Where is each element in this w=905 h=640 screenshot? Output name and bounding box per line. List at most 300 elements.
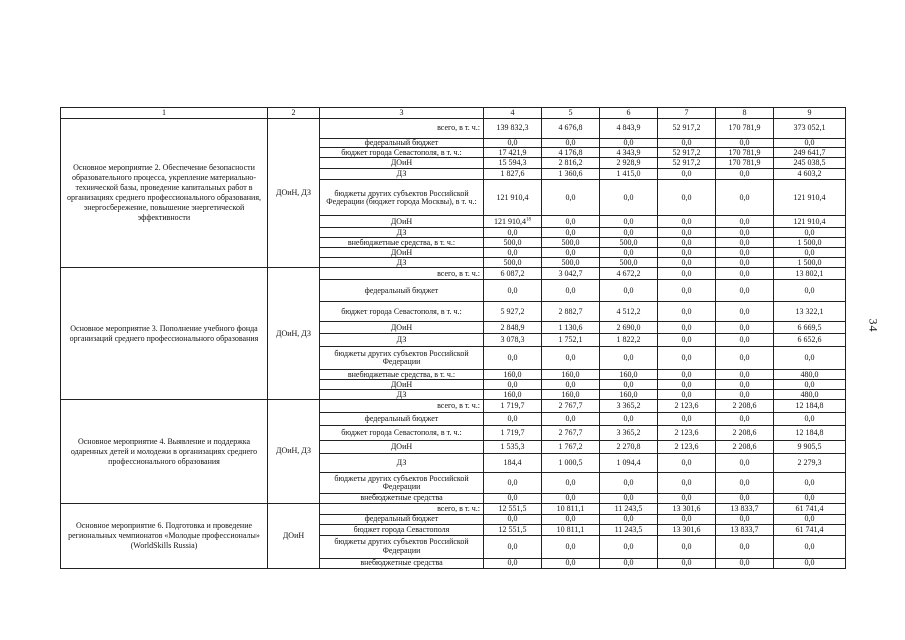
amount-value: 0,0 bbox=[681, 458, 692, 468]
amount-cell bbox=[542, 400, 600, 413]
funding-source-cell: ДЗ bbox=[320, 258, 484, 268]
amount-cell bbox=[774, 454, 846, 473]
amount-value: 160,0 bbox=[619, 389, 638, 399]
amount-value: 13 301,6 bbox=[672, 524, 701, 534]
amount-cell bbox=[716, 514, 774, 524]
amount-cell bbox=[658, 268, 716, 280]
amount-cell bbox=[774, 228, 846, 238]
amount-value: 0,0 bbox=[681, 247, 692, 257]
amount-cell bbox=[716, 228, 774, 238]
amount-value: 249 641,7 bbox=[793, 147, 826, 157]
amount-cell bbox=[600, 347, 658, 370]
amount-value: 0,0 bbox=[739, 558, 750, 568]
amount-cell bbox=[484, 390, 542, 400]
amount-cell bbox=[716, 503, 774, 514]
table-row bbox=[61, 119, 846, 139]
amount-value: 0,0 bbox=[565, 138, 576, 147]
executor-cell: ДОиН, ДЗ bbox=[268, 119, 320, 268]
funding-table bbox=[60, 107, 846, 569]
funding-source-cell: федеральный бюджет bbox=[320, 280, 484, 302]
amount-cell bbox=[774, 514, 846, 524]
amount-cell bbox=[774, 380, 846, 390]
amount-value: 0,0 bbox=[681, 478, 692, 488]
amount-cell bbox=[658, 370, 716, 380]
amount-cell bbox=[774, 158, 846, 169]
amount-cell bbox=[774, 558, 846, 568]
amount-cell bbox=[542, 441, 600, 454]
executor-cell: ДОиН bbox=[268, 503, 320, 568]
amount-value: 0,0 bbox=[804, 353, 815, 363]
amount-cell bbox=[542, 238, 600, 248]
amount-cell bbox=[658, 280, 716, 302]
amount-cell bbox=[484, 322, 542, 334]
amount-value: 13 322,1 bbox=[795, 306, 824, 316]
amount-value: 3 365,2 bbox=[616, 401, 641, 411]
amount-cell bbox=[774, 390, 846, 400]
amount-value: 0,0 bbox=[623, 478, 634, 488]
amount-cell bbox=[542, 334, 600, 347]
amount-cell bbox=[484, 347, 542, 370]
amount-value: 52 917,2 bbox=[672, 158, 701, 168]
amount-cell bbox=[484, 119, 542, 139]
amount-cell bbox=[658, 413, 716, 426]
amount-cell bbox=[716, 535, 774, 558]
amount-cell bbox=[716, 258, 774, 268]
amount-cell bbox=[600, 524, 658, 535]
amount-cell bbox=[774, 268, 846, 280]
amount-cell bbox=[600, 413, 658, 426]
amount-cell bbox=[600, 302, 658, 322]
amount-value: 0,0 bbox=[565, 558, 576, 568]
amount-value: 160,0 bbox=[503, 369, 522, 379]
amount-cell bbox=[774, 535, 846, 558]
amount-value: 0,0 bbox=[565, 541, 576, 551]
funding-source-cell: ДОиН bbox=[320, 380, 484, 390]
amount-cell bbox=[542, 454, 600, 473]
amount-cell bbox=[484, 280, 542, 302]
amount-cell bbox=[484, 413, 542, 426]
amount-value: 10 811,1 bbox=[556, 503, 585, 513]
amount-cell bbox=[542, 322, 600, 334]
amount-cell bbox=[542, 514, 600, 524]
amount-value: 0,0 bbox=[681, 369, 692, 379]
amount-value: 0,0 bbox=[681, 514, 692, 524]
amount-cell bbox=[658, 302, 716, 322]
amount-cell bbox=[774, 494, 846, 503]
amount-cell bbox=[774, 524, 846, 535]
amount-value: 2 208,6 bbox=[732, 442, 757, 452]
amount-value: 2 816,2 bbox=[558, 158, 583, 168]
amount-cell bbox=[484, 441, 542, 454]
amount-cell bbox=[774, 503, 846, 514]
amount-cell bbox=[542, 169, 600, 180]
amount-value: 0,0 bbox=[507, 353, 518, 363]
amount-cell bbox=[774, 280, 846, 302]
amount-value: 160,0 bbox=[561, 369, 580, 379]
amount-value: 0,0 bbox=[681, 335, 692, 345]
amount-cell bbox=[774, 216, 846, 228]
amount-cell bbox=[600, 390, 658, 400]
amount-value: 0,0 bbox=[507, 247, 518, 257]
amount-value: 9 905,5 bbox=[797, 442, 822, 452]
event-name-cell: Основное мероприятие 3. Пополнение учебного фонда организаций среднего профессионального образования bbox=[61, 268, 268, 400]
amount-value: 0,0 bbox=[739, 169, 750, 179]
amount-cell bbox=[542, 347, 600, 370]
amount-cell bbox=[542, 558, 600, 568]
amount-cell bbox=[600, 370, 658, 380]
amount-cell bbox=[658, 119, 716, 139]
amount-value: 2 848,9 bbox=[500, 322, 525, 332]
footnote-marker: 18 bbox=[526, 217, 531, 223]
amount-value: 1 415,0 bbox=[616, 169, 641, 179]
amount-cell bbox=[484, 558, 542, 568]
amount-value: 0,0 bbox=[739, 306, 750, 316]
amount-value: 12 551,5 bbox=[498, 524, 527, 534]
amount-cell bbox=[658, 503, 716, 514]
amount-value: 2 882,7 bbox=[558, 306, 583, 316]
amount-value: 6 669,5 bbox=[797, 322, 822, 332]
amount-value: 4 603,2 bbox=[797, 169, 822, 179]
amount-cell bbox=[600, 158, 658, 169]
amount-cell bbox=[774, 441, 846, 454]
amount-value: 0,0 bbox=[565, 414, 576, 424]
event-name-cell: Основное мероприятие 6. Подготовка и проведение региональных чемпионатов «Молодые профессионалы» (WorldSkills Russia) bbox=[61, 503, 268, 568]
amount-cell bbox=[658, 334, 716, 347]
amount-cell bbox=[484, 426, 542, 441]
amount-cell bbox=[484, 169, 542, 180]
amount-cell bbox=[658, 473, 716, 494]
funding-source-cell: бюджет города Севастополя, в т. ч.: bbox=[320, 302, 484, 322]
amount-value: 1 500,0 bbox=[797, 257, 822, 267]
amount-cell bbox=[716, 248, 774, 258]
amount-value: 2 690,0 bbox=[616, 322, 641, 332]
amount-value: 4 512,2 bbox=[616, 306, 641, 316]
amount-value: 61 741,4 bbox=[795, 503, 824, 513]
amount-cell bbox=[600, 228, 658, 238]
amount-cell bbox=[484, 180, 542, 216]
amount-cell bbox=[774, 473, 846, 494]
amount-value: 0,0 bbox=[565, 353, 576, 363]
funding-source-cell: бюджет города Севастополя, в т. ч.: bbox=[320, 426, 484, 441]
col-header-7: 7 bbox=[658, 108, 716, 119]
amount-value: 1 752,1 bbox=[558, 335, 583, 345]
amount-value: 0,0 bbox=[565, 192, 576, 202]
amount-value: 0,0 bbox=[681, 414, 692, 424]
amount-value: 2 208,6 bbox=[732, 401, 757, 411]
amount-cell bbox=[600, 322, 658, 334]
amount-value: 0,0 bbox=[681, 322, 692, 332]
amount-cell bbox=[716, 380, 774, 390]
amount-value: 13 833,7 bbox=[730, 524, 759, 534]
amount-value: 500,0 bbox=[619, 257, 638, 267]
funding-source-cell: внебюджетные средства, в т. ч.: bbox=[320, 238, 484, 248]
amount-cell bbox=[658, 558, 716, 568]
amount-value: 13 301,6 bbox=[672, 503, 701, 513]
amount-value: 0,0 bbox=[681, 192, 692, 202]
amount-value: 0,0 bbox=[565, 379, 576, 389]
amount-cell bbox=[658, 535, 716, 558]
amount-value: 61 741,4 bbox=[795, 524, 824, 534]
amount-cell bbox=[774, 139, 846, 148]
amount-value: 0,0 bbox=[739, 257, 750, 267]
funding-source-cell: бюджеты других субъектов Российской Федерации bbox=[320, 535, 484, 558]
amount-value: 0,0 bbox=[681, 379, 692, 389]
funding-source-cell: ДЗ bbox=[320, 169, 484, 180]
amount-value: 139 832,3 bbox=[496, 123, 529, 133]
col-header-9: 9 bbox=[774, 108, 846, 119]
amount-value: 2 270,8 bbox=[616, 442, 641, 452]
amount-value: 0,0 bbox=[681, 493, 692, 503]
amount-cell bbox=[716, 370, 774, 380]
amount-cell bbox=[542, 158, 600, 169]
amount-value: 0,0 bbox=[739, 322, 750, 332]
funding-source-cell: федеральный бюджет bbox=[320, 139, 484, 148]
amount-value: 0,0 bbox=[623, 558, 634, 568]
amount-value: 0,0 bbox=[623, 514, 634, 524]
amount-cell bbox=[484, 400, 542, 413]
amount-value: 0,0 bbox=[804, 379, 815, 389]
amount-value: 1 822,2 bbox=[616, 335, 641, 345]
amount-value: 4 176,8 bbox=[558, 147, 583, 157]
amount-value: 12 184,8 bbox=[795, 428, 824, 438]
amount-cell bbox=[600, 514, 658, 524]
amount-cell bbox=[542, 390, 600, 400]
amount-cell bbox=[774, 400, 846, 413]
amount-cell bbox=[542, 426, 600, 441]
amount-value: 2 123,6 bbox=[674, 428, 699, 438]
amount-value: 121 910,4 bbox=[494, 216, 526, 226]
amount-cell bbox=[774, 302, 846, 322]
funding-source-cell: ДЗ bbox=[320, 228, 484, 238]
amount-cell bbox=[716, 158, 774, 169]
amount-cell bbox=[716, 148, 774, 158]
col-header-8: 8 bbox=[716, 108, 774, 119]
amount-cell bbox=[716, 413, 774, 426]
amount-value: 4 676,8 bbox=[558, 123, 583, 133]
amount-cell bbox=[600, 400, 658, 413]
amount-value: 0,0 bbox=[507, 227, 518, 237]
amount-value: 0,0 bbox=[681, 227, 692, 237]
amount-value: 373 052,1 bbox=[793, 123, 826, 133]
amount-value: 11 243,5 bbox=[614, 503, 643, 513]
amount-cell bbox=[658, 347, 716, 370]
amount-cell bbox=[600, 473, 658, 494]
amount-cell bbox=[716, 390, 774, 400]
amount-cell bbox=[542, 302, 600, 322]
amount-value: 0,0 bbox=[623, 353, 634, 363]
amount-cell bbox=[658, 180, 716, 216]
amount-cell bbox=[542, 148, 600, 158]
amount-value: 0,0 bbox=[681, 306, 692, 316]
amount-value: 0,0 bbox=[507, 379, 518, 389]
amount-cell bbox=[542, 280, 600, 302]
amount-cell bbox=[716, 494, 774, 503]
amount-cell bbox=[484, 158, 542, 169]
amount-value: 0,0 bbox=[739, 369, 750, 379]
amount-value: 52 917,2 bbox=[672, 147, 701, 157]
amount-value: 0,0 bbox=[507, 493, 518, 503]
amount-cell bbox=[774, 370, 846, 380]
amount-cell bbox=[600, 268, 658, 280]
amount-value: 0,0 bbox=[739, 247, 750, 257]
amount-value: 0,0 bbox=[565, 285, 576, 295]
amount-cell bbox=[600, 238, 658, 248]
amount-cell bbox=[716, 347, 774, 370]
amount-cell bbox=[658, 148, 716, 158]
amount-value: 3 365,2 bbox=[616, 428, 641, 438]
amount-value: 0,0 bbox=[739, 227, 750, 237]
funding-source-cell: ДОиН bbox=[320, 441, 484, 454]
amount-value: 0,0 bbox=[623, 493, 634, 503]
amount-value: 13 802,1 bbox=[795, 268, 824, 278]
funding-source-cell: ДОиН bbox=[320, 216, 484, 228]
amount-value: 0,0 bbox=[681, 285, 692, 295]
amount-cell bbox=[658, 426, 716, 441]
funding-source-cell: всего, в т. ч.: bbox=[320, 400, 484, 413]
amount-cell bbox=[542, 228, 600, 238]
amount-value: 0,0 bbox=[681, 237, 692, 247]
amount-cell bbox=[484, 148, 542, 158]
amount-value: 6 087,2 bbox=[500, 268, 525, 278]
funding-source-cell: внебюджетные средства bbox=[320, 558, 484, 568]
amount-cell bbox=[484, 248, 542, 258]
amount-value: 0,0 bbox=[804, 138, 815, 147]
amount-value: 0,0 bbox=[507, 558, 518, 568]
amount-value: 245 038,5 bbox=[793, 158, 826, 168]
amount-cell bbox=[658, 228, 716, 238]
amount-value: 160,0 bbox=[561, 389, 580, 399]
table-row bbox=[61, 268, 846, 280]
amount-cell bbox=[600, 139, 658, 148]
amount-value: 11 243,5 bbox=[614, 524, 643, 534]
amount-value: 6 652,6 bbox=[797, 335, 822, 345]
amount-value: 0,0 bbox=[565, 493, 576, 503]
executor-cell: ДОиН, ДЗ bbox=[268, 268, 320, 400]
amount-cell bbox=[716, 322, 774, 334]
amount-cell bbox=[658, 248, 716, 258]
amount-value: 0,0 bbox=[623, 138, 634, 147]
funding-source-cell: бюджеты других субъектов Российской Федерации (бюджет города Москвы), в т. ч.: bbox=[320, 180, 484, 216]
amount-cell bbox=[542, 535, 600, 558]
amount-value: 0,0 bbox=[565, 247, 576, 257]
event-name-cell: Основное мероприятие 4. Выявление и поддержка одаренных детей и молодежи в организациях среднего профессионального образования bbox=[61, 400, 268, 503]
amount-value: 10 811,1 bbox=[556, 524, 585, 534]
amount-value: 121 910,4 bbox=[793, 192, 826, 202]
amount-value: 12 184,8 bbox=[795, 401, 824, 411]
event-name-cell: Основное мероприятие 2. Обеспечение безопасности образовательного процесса, укрепление материально-технической базы, проведение капитальных работ в организациях среднего профессионального образования, энергосбережение, повышение энергетической эффективности bbox=[61, 119, 268, 268]
amount-cell bbox=[484, 494, 542, 503]
amount-cell bbox=[600, 380, 658, 390]
amount-value: 3 078,3 bbox=[500, 335, 525, 345]
amount-cell bbox=[600, 280, 658, 302]
amount-cell bbox=[542, 370, 600, 380]
amount-value: 2 767,7 bbox=[558, 428, 583, 438]
amount-value: 0,0 bbox=[623, 414, 634, 424]
funding-source-cell: бюджет города Севастополя bbox=[320, 524, 484, 535]
amount-value: 2 123,6 bbox=[674, 442, 699, 452]
amount-value: 1 827,6 bbox=[500, 169, 525, 179]
amount-cell bbox=[484, 302, 542, 322]
amount-cell bbox=[600, 558, 658, 568]
amount-value: 4 672,2 bbox=[616, 268, 641, 278]
amount-value: 0,0 bbox=[681, 257, 692, 267]
amount-value: 13 833,7 bbox=[730, 503, 759, 513]
amount-cell bbox=[484, 473, 542, 494]
amount-value: 0,0 bbox=[804, 558, 815, 568]
amount-value: 0,0 bbox=[804, 541, 815, 551]
amount-cell bbox=[484, 258, 542, 268]
amount-cell bbox=[542, 413, 600, 426]
table-row bbox=[61, 503, 846, 514]
amount-cell bbox=[716, 280, 774, 302]
amount-cell bbox=[774, 180, 846, 216]
amount-value: 0,0 bbox=[623, 216, 634, 226]
amount-cell bbox=[716, 454, 774, 473]
amount-value: 2 123,6 bbox=[674, 401, 699, 411]
amount-cell bbox=[484, 268, 542, 280]
funding-source-cell: ДОиН bbox=[320, 158, 484, 169]
amount-cell bbox=[716, 119, 774, 139]
amount-cell bbox=[716, 216, 774, 228]
funding-source-cell: ДОиН bbox=[320, 248, 484, 258]
amount-cell bbox=[716, 334, 774, 347]
amount-cell bbox=[600, 169, 658, 180]
amount-value: 0,0 bbox=[507, 138, 518, 147]
amount-value: 0,0 bbox=[739, 268, 750, 278]
amount-value: 0,0 bbox=[681, 138, 692, 147]
amount-cell bbox=[658, 139, 716, 148]
amount-value: 17 421,9 bbox=[498, 147, 527, 157]
amount-value: 5 927,2 bbox=[500, 306, 525, 316]
amount-value: 184,4 bbox=[503, 458, 522, 468]
amount-cell bbox=[600, 180, 658, 216]
amount-cell bbox=[600, 494, 658, 503]
amount-value: 4 343,9 bbox=[616, 147, 641, 157]
amount-value: 0,0 bbox=[681, 558, 692, 568]
amount-value: 0,0 bbox=[804, 493, 815, 503]
amount-cell bbox=[716, 558, 774, 568]
col-header-3: 3 bbox=[320, 108, 484, 119]
amount-value: 0,0 bbox=[804, 227, 815, 237]
funding-source-cell: ДЗ bbox=[320, 454, 484, 473]
amount-value: 0,0 bbox=[739, 237, 750, 247]
amount-cell bbox=[658, 441, 716, 454]
amount-cell bbox=[600, 426, 658, 441]
amount-cell bbox=[658, 158, 716, 169]
amount-cell bbox=[542, 139, 600, 148]
amount-value: 1 767,2 bbox=[558, 442, 583, 452]
funding-source-cell: федеральный бюджет bbox=[320, 413, 484, 426]
amount-value: 0,0 bbox=[681, 541, 692, 551]
amount-cell bbox=[484, 535, 542, 558]
funding-source-cell: федеральный бюджет bbox=[320, 514, 484, 524]
amount-cell bbox=[600, 454, 658, 473]
amount-value: 0,0 bbox=[507, 541, 518, 551]
amount-cell bbox=[484, 228, 542, 238]
amount-cell bbox=[658, 454, 716, 473]
amount-cell bbox=[774, 258, 846, 268]
amount-value: 0,0 bbox=[739, 192, 750, 202]
amount-value: 1 719,7 bbox=[500, 401, 525, 411]
amount-cell bbox=[658, 524, 716, 535]
amount-value: 500,0 bbox=[561, 237, 580, 247]
amount-cell bbox=[658, 494, 716, 503]
amount-cell bbox=[542, 503, 600, 514]
amount-value: 0,0 bbox=[681, 389, 692, 399]
amount-value: 0,0 bbox=[623, 227, 634, 237]
amount-value: 0,0 bbox=[507, 414, 518, 424]
amount-value: 160,0 bbox=[619, 369, 638, 379]
